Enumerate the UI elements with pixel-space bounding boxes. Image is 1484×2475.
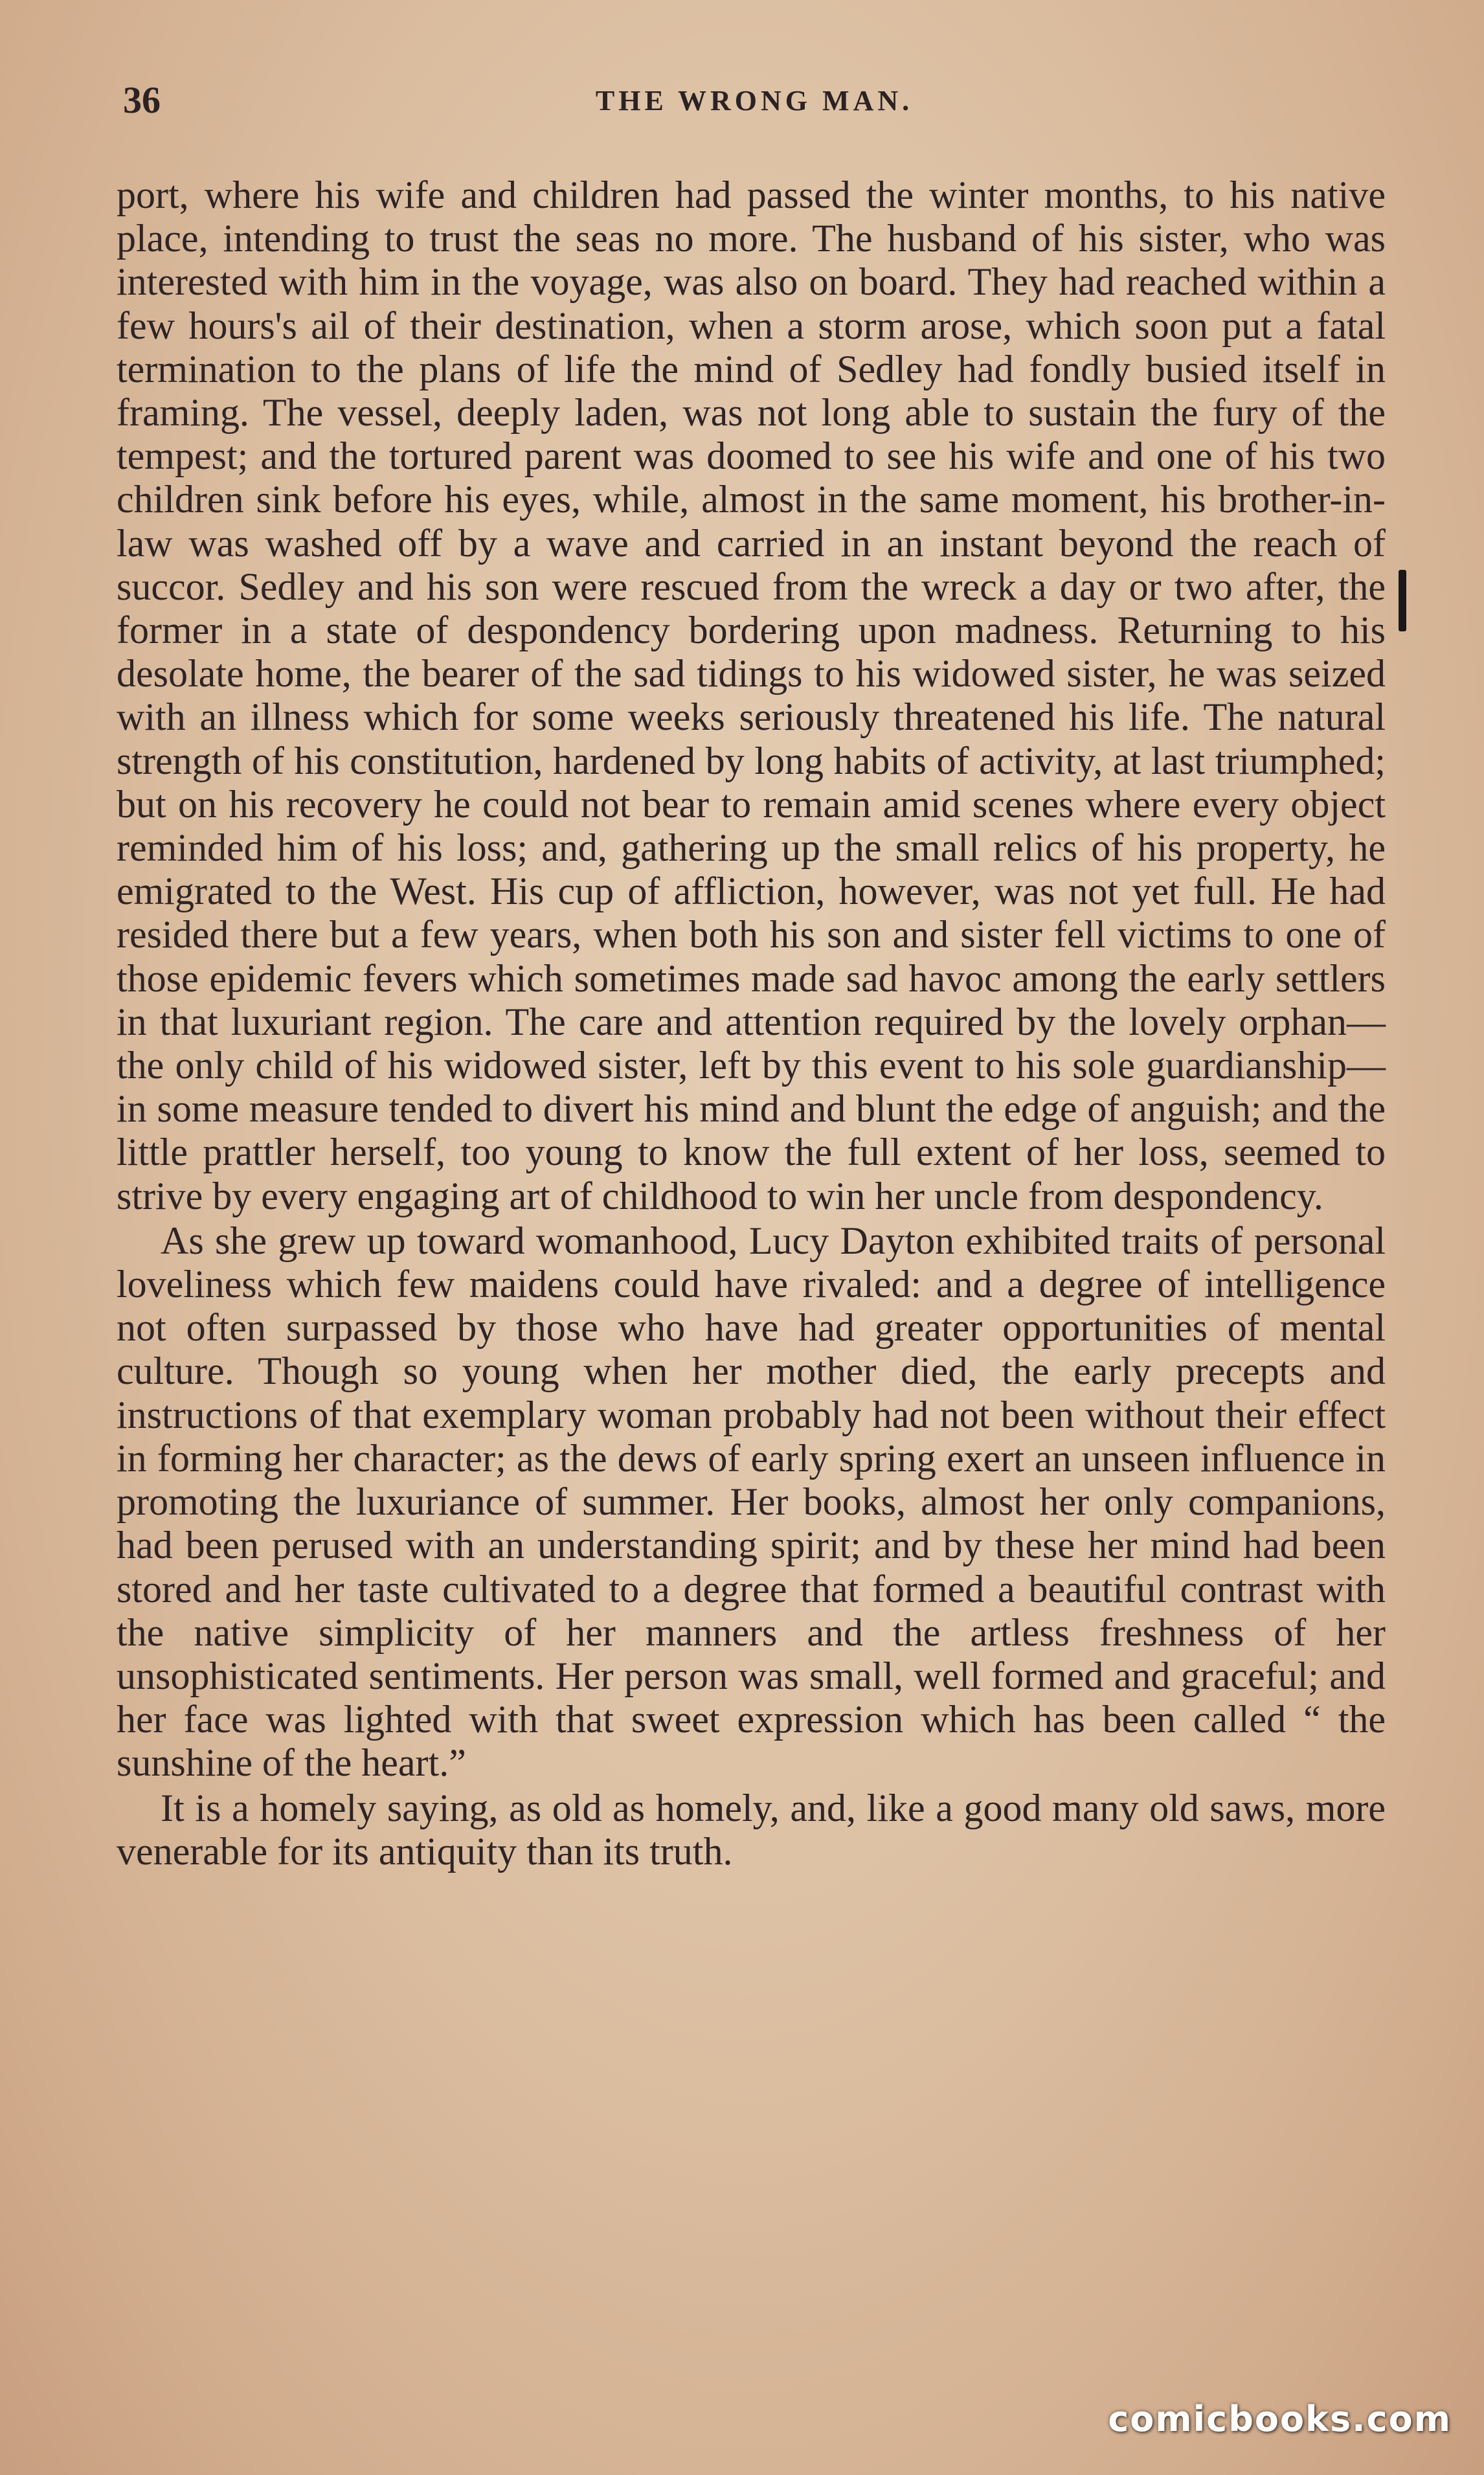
page-number: 36	[123, 79, 161, 121]
running-head	[123, 74, 1386, 133]
margin-ink-mark	[1399, 570, 1406, 631]
paragraph-1: port, where his wife and children had passed the winter months, to his native place, intending to trust the seas no more. The husband of his sister, who was interested with him in the voyage, was also on board. They had reached within a few hours's ail of their destination, when a storm arose, which soon put a fatal termination to the plans of life the mind of Sedley had fondly busied itself in framing. The vessel, deeply laden, was not long able to sustain the fury of the tempest; and the tortured parent was doomed to see his wife and one of his two children sink before his eyes, while, almost in the same moment, his brother-in-law was washed off by a wave and carried in an instant beyond the reach of succor. Sedley and his son were rescued from the wreck a day or two after, the former in a state of despondency bordering upon madness. Returning to his desolate home, the bearer of the sad tidings to his widowed sister, he was seized with an illness which for some weeks seriously threatened his life. The natural strength of his constitution, hardened by long habits of activity, at last triumphed; but on his recovery he could not bear to remain amid scenes where every object reminded him of his loss; and, gathering up the small relics of his property, he emigrated to the West. His cup of affliction, however, was not yet full. He had resided there but a few years, when both his son and sister fell victims to one of those epidemic fevers which sometimes made sad havoc among the early settlers in that luxuriant region. The care and attention required by the lovely orphan—the only child of his widowed sister, left by this event to his sole guardianship—in some measure tended to divert his mind and blunt the edge of anguish; and the little prattler herself, too young to know the full extent of her loss, seemed to strive by every engaging art of childhood to win her uncle from despondency.	[117, 174, 1386, 1217]
body-text	[117, 174, 1386, 1873]
paragraph-2: As she grew up toward womanhood, Lucy Dayton exhibited traits of personal loveliness which few maidens could have rivaled: and a degree of intelligence not often surpassed by those who have had greater opportunities of mental culture. Though so young when her mother died, the early precepts and instructions of that exemplary woman probably had not been without their effect in forming her character; as the dews of early spring exert an unseen influence in promoting the luxuriance of summer. Her books, almost her only companions, had been perused with an understanding spirit; and by these her mind had been stored and her taste cultivated to a degree that formed a beautiful contrast with the native simplicity of her manners and the artless freshness of her unsophisticated sentiments. Her person was small, well formed and graceful; and her face was lighted with that sweet expression which has been called “ the sunshine of the heart.”	[117, 1219, 1386, 1785]
running-title: THE WRONG MAN.	[595, 85, 914, 117]
paragraph-3: It is a homely saying, as old as homely, and, like a good many old saws, more venerable for its antiquity than its truth.	[117, 1786, 1386, 1873]
watermark: comicbooks.com	[1108, 2399, 1452, 2439]
